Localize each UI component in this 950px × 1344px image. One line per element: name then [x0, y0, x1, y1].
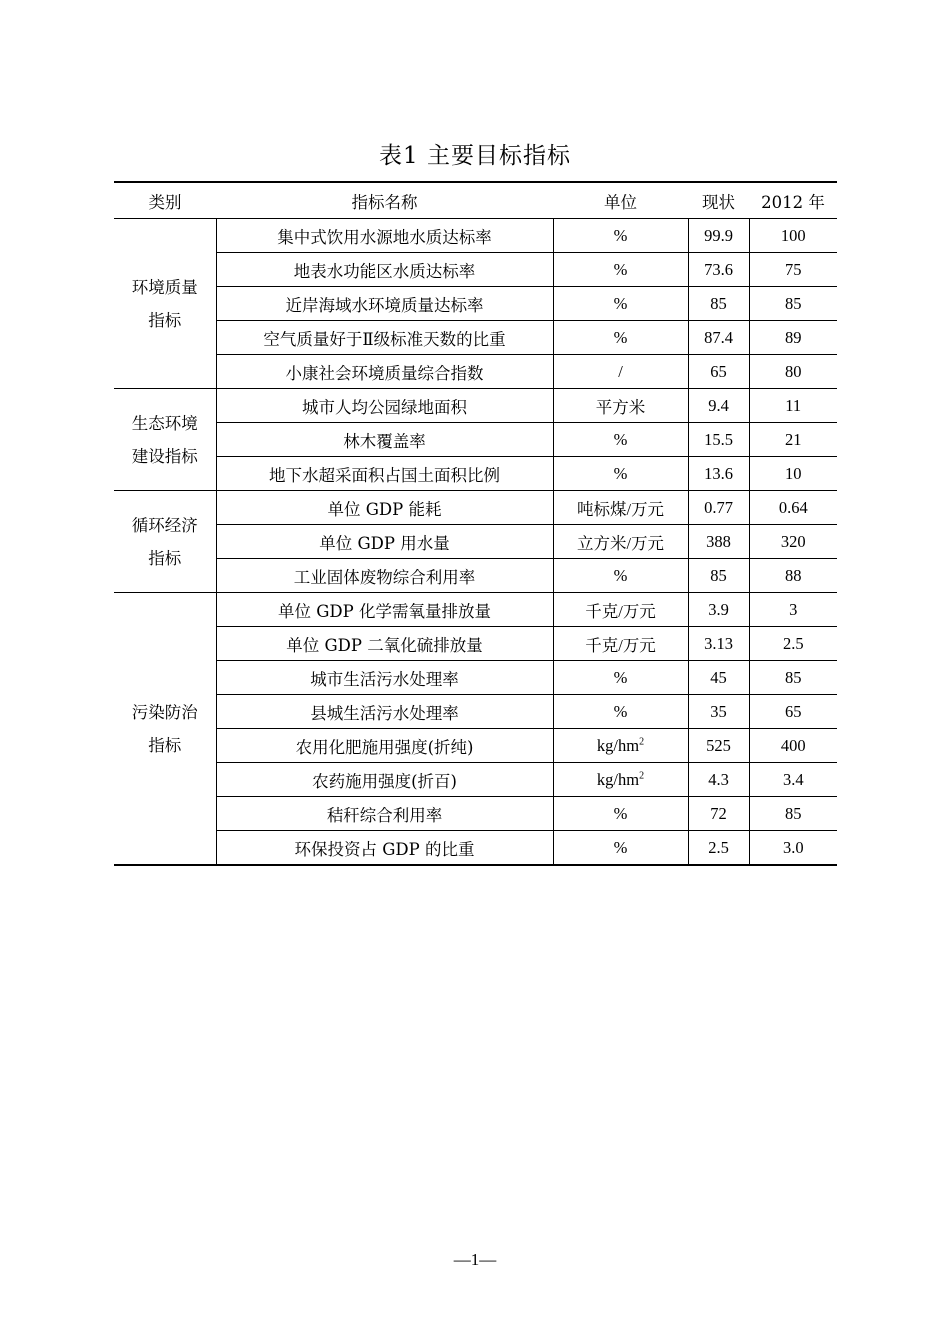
- unit-cell-text: 千克/万元: [585, 601, 656, 621]
- unit-cell-text: %: [613, 327, 628, 347]
- target-value-cell-text: 80: [785, 361, 802, 381]
- table-row: [114, 593, 837, 627]
- category-label-line1: 循环经济: [131, 515, 198, 535]
- unit-cell-text: %: [613, 701, 628, 721]
- indicator-cell: [216, 593, 553, 627]
- unit-superscript: 2: [639, 770, 645, 781]
- indicator-cell-text: 县城生活污水处理率: [310, 703, 459, 723]
- indicator-cell: [216, 389, 553, 423]
- category-cell: [114, 389, 216, 491]
- target-value-cell-text: 3.0: [782, 837, 804, 857]
- table-row: [114, 219, 837, 253]
- unit-cell-text: %: [613, 259, 628, 279]
- current-value-cell: [688, 695, 749, 729]
- category-label-line1: 污染防治: [131, 702, 198, 722]
- target-value-cell: [749, 831, 837, 866]
- unit-cell-text: %: [613, 565, 628, 585]
- current-value-cell: [688, 219, 749, 253]
- target-value-cell-text: 85: [785, 803, 802, 823]
- target-value-cell-text: 10: [785, 463, 802, 483]
- current-value-cell: [688, 457, 749, 491]
- target-indicator-table: [114, 181, 837, 866]
- category-label-line1: 生态环境: [131, 413, 198, 433]
- target-value-cell-text: 11: [785, 395, 802, 415]
- unit-cell: [553, 695, 688, 729]
- category-cell: [114, 219, 216, 389]
- target-value-cell-text: 3: [789, 599, 798, 619]
- target-value-cell: [749, 695, 837, 729]
- indicator-cell-text: 空气质量好于Ⅱ级标准天数的比重: [263, 329, 506, 349]
- target-value-cell-text: 85: [785, 667, 802, 687]
- current-value-cell-text: 99.9: [704, 225, 733, 245]
- indicator-cell-text: 近岸海域水环境质量达标率: [285, 295, 484, 315]
- indicator-cell-text: 农用化肥施用强度(折纯): [295, 737, 474, 757]
- category-label-line2: 指标: [148, 735, 182, 755]
- current-value-cell: [688, 389, 749, 423]
- current-value-cell-text: 45: [710, 667, 727, 687]
- indicator-cell: [216, 219, 553, 253]
- current-value-cell-text: 525: [706, 735, 731, 755]
- table-row: [114, 321, 837, 355]
- target-value-cell: [749, 423, 837, 457]
- current-value-cell-text: 0.77: [704, 497, 733, 517]
- unit-cell: [553, 661, 688, 695]
- indicator-cell: [216, 695, 553, 729]
- indicator-cell-text: 地下水超采面积占国土面积比例: [269, 465, 500, 485]
- target-value-cell-text: 3.4: [782, 769, 804, 789]
- indicator-cell-text: 农药施用强度(折百): [312, 771, 457, 791]
- indicator-cell-text: 单位 GDP 用水量: [319, 533, 450, 553]
- target-value-cell: [749, 627, 837, 661]
- unit-cell: [553, 763, 688, 797]
- unit-cell: [553, 525, 688, 559]
- current-value-cell: [688, 253, 749, 287]
- target-value-cell: [749, 491, 837, 525]
- unit-cell-text: 千克/万元: [585, 635, 656, 655]
- unit-cell: [553, 627, 688, 661]
- target-value-cell: [749, 321, 837, 355]
- current-value-cell-text: 85: [710, 565, 727, 585]
- current-value-cell-text: 85: [710, 293, 727, 313]
- category-label-line2: 指标: [148, 548, 182, 568]
- target-value-cell: [749, 729, 837, 763]
- unit-cell-text: %: [613, 463, 628, 483]
- indicator-cell-text: 地表水功能区水质达标率: [293, 261, 476, 281]
- indicator-cell-text: 单位 GDP 能耗: [327, 499, 442, 519]
- category-label-line2: 建设指标: [131, 446, 198, 466]
- current-value-cell-text: 35: [710, 701, 727, 721]
- indicator-cell-text: 单位 GDP 化学需氧量排放量: [277, 601, 491, 621]
- table-row: [114, 457, 837, 491]
- unit-cell-text: %: [613, 225, 628, 245]
- current-value-cell: [688, 491, 749, 525]
- target-value-cell-text: 88: [785, 565, 802, 585]
- indicator-cell: [216, 831, 553, 866]
- indicator-cell: [216, 321, 553, 355]
- indicator-cell: [216, 287, 553, 321]
- current-value-cell: [688, 321, 749, 355]
- current-value-cell: [688, 355, 749, 389]
- unit-cell: [553, 457, 688, 491]
- unit-cell: [553, 797, 688, 831]
- target-value-cell: [749, 661, 837, 695]
- indicator-cell-text: 城市人均公园绿地面积: [302, 397, 467, 417]
- indicator-cell-text: 城市生活污水处理率: [310, 669, 459, 689]
- header-unit: 单位: [553, 182, 688, 219]
- current-value-cell-text: 72: [710, 803, 727, 823]
- indicator-cell: [216, 559, 553, 593]
- target-value-cell-text: 21: [785, 429, 802, 449]
- target-value-cell: [749, 389, 837, 423]
- indicator-cell: [216, 491, 553, 525]
- indicator-cell: [216, 355, 553, 389]
- unit-cell: [553, 389, 688, 423]
- unit-cell-text: %: [613, 667, 628, 687]
- current-value-cell-text: 9.4: [708, 395, 729, 415]
- indicator-cell: [216, 763, 553, 797]
- unit-cell: [553, 729, 688, 763]
- indicator-cell-text: 秸秆综合利用率: [326, 805, 443, 825]
- header-indicator: 指标名称: [216, 182, 553, 219]
- unit-cell: [553, 355, 688, 389]
- table-row: [114, 525, 837, 559]
- target-value-cell-text: 320: [780, 531, 806, 551]
- header-category: 类别: [114, 182, 216, 219]
- target-value-cell: [749, 219, 837, 253]
- current-value-cell-text: 15.5: [704, 429, 733, 449]
- indicator-cell-text: 环保投资占 GDP 的比重: [294, 839, 475, 859]
- unit-cell-text: %: [613, 803, 628, 823]
- unit-cell: [553, 423, 688, 457]
- indicator-cell: [216, 457, 553, 491]
- indicator-cell: [216, 627, 553, 661]
- indicator-cell: [216, 525, 553, 559]
- current-value-cell-text: 65: [710, 361, 727, 381]
- table-row: [114, 423, 837, 457]
- target-value-cell: [749, 355, 837, 389]
- target-value-cell: [749, 457, 837, 491]
- table-row: [114, 729, 837, 763]
- target-value-cell-text: 85: [785, 293, 802, 313]
- unit-cell: [553, 831, 688, 866]
- current-value-cell: [688, 831, 749, 866]
- unit-cell-text: %: [613, 837, 628, 857]
- unit-superscript: 2: [639, 736, 645, 747]
- current-value-cell-text: 388: [706, 531, 731, 551]
- target-value-cell: [749, 253, 837, 287]
- table-row: [114, 491, 837, 525]
- indicator-cell: [216, 253, 553, 287]
- current-value-cell: [688, 559, 749, 593]
- table-row: [114, 797, 837, 831]
- indicator-cell-text: 集中式饮用水源地水质达标率: [277, 227, 492, 247]
- current-value-cell: [688, 763, 749, 797]
- unit-cell-text: 平方米: [595, 397, 646, 417]
- unit-cell-text: %: [613, 293, 628, 313]
- target-value-cell: [749, 797, 837, 831]
- target-value-cell: [749, 593, 837, 627]
- indicator-cell-text: 工业固体废物综合利用率: [293, 567, 476, 587]
- indicator-cell: [216, 661, 553, 695]
- unit-cell-text: kg/hm: [596, 735, 640, 755]
- unit-cell: [553, 321, 688, 355]
- unit-cell: [553, 491, 688, 525]
- current-value-cell-text: 3.9: [708, 599, 729, 619]
- unit-cell: [553, 559, 688, 593]
- unit-cell: [553, 219, 688, 253]
- indicator-cell-text: 单位 GDP 二氧化硫排放量: [286, 635, 483, 655]
- table-row: [114, 763, 837, 797]
- target-value-cell-text: 75: [785, 259, 802, 279]
- target-value-cell-text: 89: [785, 327, 802, 347]
- category-cell: [114, 491, 216, 593]
- current-value-cell-text: 2.5: [708, 837, 729, 857]
- table-row: [114, 287, 837, 321]
- category-label-line2: 指标: [148, 310, 182, 330]
- unit-cell: [553, 287, 688, 321]
- header-current: 现状: [688, 182, 749, 219]
- table-row: [114, 661, 837, 695]
- category-label-line1: 环境质量: [131, 277, 198, 297]
- unit-cell-text: kg/hm: [596, 769, 640, 789]
- unit-cell-text: /: [618, 361, 623, 381]
- current-value-cell: [688, 423, 749, 457]
- current-value-cell: [688, 797, 749, 831]
- table-row: [114, 355, 837, 389]
- unit-cell: [553, 593, 688, 627]
- current-value-cell: [688, 287, 749, 321]
- target-value-cell-text: 2.5: [782, 633, 804, 653]
- current-value-cell: [688, 729, 749, 763]
- target-value-cell-text: 400: [780, 735, 806, 755]
- table-row: [114, 627, 837, 661]
- table-header-row: [114, 182, 837, 219]
- unit-cell-text: 立方米/万元: [576, 533, 665, 553]
- target-value-cell: [749, 559, 837, 593]
- target-value-cell-text: 0.64: [778, 497, 808, 517]
- table-title: 表1 主要目标指标: [379, 143, 571, 169]
- category-cell: [114, 593, 216, 866]
- page-number: —1—: [453, 1250, 497, 1269]
- table-row: [114, 831, 837, 866]
- indicator-cell: [216, 729, 553, 763]
- current-value-cell: [688, 627, 749, 661]
- unit-cell: [553, 253, 688, 287]
- unit-cell-text: 吨标煤/万元: [576, 499, 665, 519]
- indicator-cell: [216, 423, 553, 457]
- current-value-cell: [688, 593, 749, 627]
- indicator-cell-text: 林木覆盖率: [343, 431, 426, 451]
- header-target: 2012 年: [749, 182, 837, 219]
- current-value-cell-text: 13.6: [704, 463, 733, 483]
- current-value-cell: [688, 661, 749, 695]
- table-row: [114, 559, 837, 593]
- target-value-cell: [749, 287, 837, 321]
- table-row: [114, 253, 837, 287]
- target-value-cell-text: 65: [785, 701, 802, 721]
- target-value-cell: [749, 525, 837, 559]
- current-value-cell-text: 73.6: [704, 259, 733, 279]
- target-value-cell: [749, 763, 837, 797]
- current-value-cell-text: 4.3: [708, 769, 729, 789]
- current-value-cell: [688, 525, 749, 559]
- table-row: [114, 695, 837, 729]
- target-value-cell-text: 100: [780, 225, 806, 245]
- indicator-cell-text: 小康社会环境质量综合指数: [285, 363, 484, 383]
- table-row: [114, 389, 837, 423]
- indicator-cell: [216, 797, 553, 831]
- current-value-cell-text: 3.13: [704, 633, 733, 653]
- unit-cell-text: %: [613, 429, 628, 449]
- current-value-cell-text: 87.4: [704, 327, 733, 347]
